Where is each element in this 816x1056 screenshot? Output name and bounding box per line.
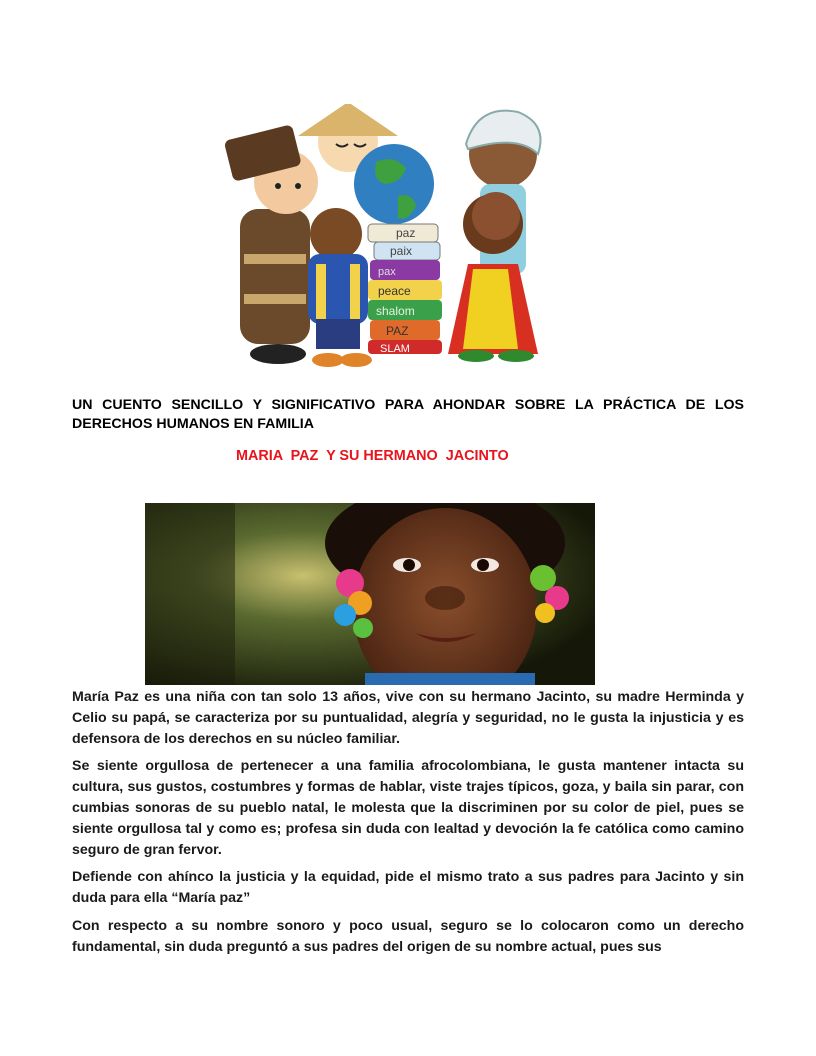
svg-text:PAZ: PAZ [386,324,409,338]
svg-text:shalom: shalom [376,304,415,318]
paragraph-1: María Paz es una niña con tan solo 13 años, vive con su hermano Jacinto, su madre Herminda y Celio su papá, se caracteriza por su puntualidad, alegría y seguridad, no le gusta la injusticia y es defensora de los derechos en su núcleo familiar. [72,689,744,747]
paragraph-4: Con respecto a su nombre sonoro y poco usual, seguro se lo colocaron como un derecho fundamental, sin duda preguntó a sus padres del origen de su nombre actual, pues sus [72,918,744,955]
document-heading: UN CUENTO SENCILLO Y SIGNIFICATIVO PARA AHONDAR SOBRE LA PRÁCTICA DE LOS DERECHOS HUMANOS EN FAMILIA [72,397,744,432]
svg-text:peace: peace [378,284,411,298]
smiling-girl-photo [145,503,595,685]
svg-text:paix: paix [390,244,413,258]
svg-text:SLAM: SLAM [380,343,410,355]
svg-text:pax: pax [378,266,396,278]
svg-text:paz: paz [396,226,416,240]
children-world-peace-illustration [218,104,561,376]
story-title: MARIA PAZ Y SU HERMANO JACINTO [236,448,509,464]
paragraph-3: Defiende con ahínco la justicia y la equidad, pide el mismo trato a sus padres para Jacinto y sin duda para ella “María paz” [72,869,744,906]
paragraph-2: Se siente orgullosa de pertenecer a una familia afrocolombiana, le gusta mantener intacta su cultura, sus gustos, costumbres y formas de hablar, viste trajes típicos, goza, y baila sin parar, con cumbias sonoras de su pueblo natal, le molesta que la discriminen por su color de piel, pues se siente orgullosa tal y como es; profesa sin duda con lealtad y devoción la fe católica como camino seguro de gran fervor. [72,758,744,858]
